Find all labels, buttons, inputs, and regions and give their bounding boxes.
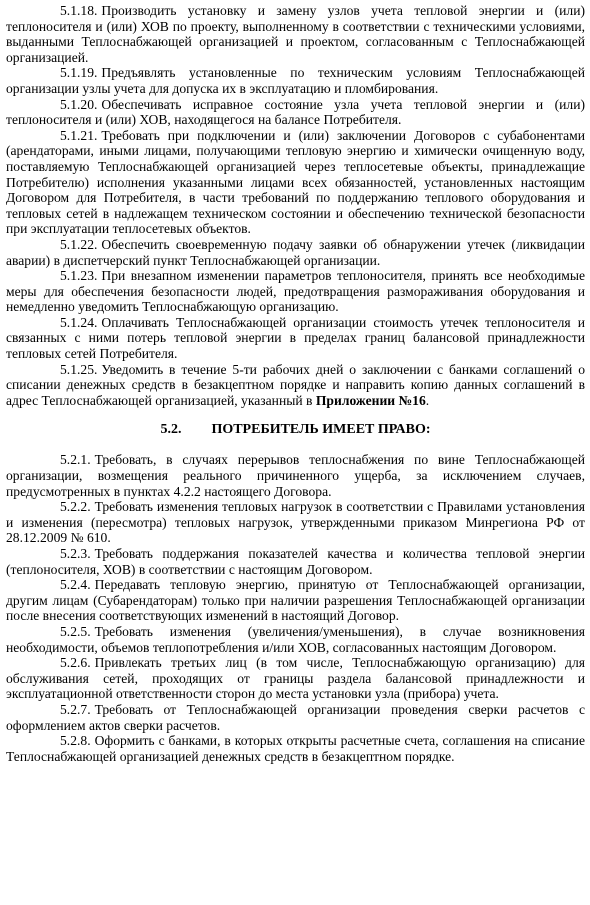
section-title-text: ПОТРЕБИТЕЛЬ ИМЕЕТ ПРАВО:: [211, 422, 431, 438]
clause-text: Привлекать третьих лиц (в том числе, Теплоснабжающую организацию) для обслуживания сетей, проходящих от границы раздела балансовой принадлежности и эксплуатационной ответственности сторон до места установки узла (прибора) учета.: [6, 655, 585, 702]
clause-text: Оформить с банками, в которых открыты расчетные счета, соглашения на списание Теплоснабжающей организацией денежных средств в безакцептном порядке.: [6, 733, 585, 764]
clause-5-2-1: [6, 452, 585, 499]
clause-text: Требовать, в случаях перерывов теплоснабжения по вине Теплоснабжающей организации, возмещения реального причиненного ущерба, за исключением случаев, предусмотренных в пунктах 4.2.2 настоящего Договора.: [6, 452, 585, 499]
section-number: 5.2.: [160, 422, 182, 438]
section-5-1-list: [6, 3, 585, 408]
clause-text: Обеспечить своевременную подачу заявки об обнаружении утечек (ликвидации аварии) в диспетчерский пункт Теплоснабжающей организации.: [6, 236, 585, 268]
clause-number: 5.2.6.: [60, 655, 91, 671]
clause-text: Предъявлять установленные по техническим условиям Теплоснабжающей организации узлы учета для допуска их в эксплуатацию и пломбирования.: [6, 65, 585, 96]
clause-5-1-19: [6, 65, 585, 96]
clause-tail: .: [425, 392, 430, 408]
clause-text: Требовать изменения (увеличения/уменьшения), в случае возникновения необходимости, объемов теплопотребления и/или ХОВ, согласованных настоящим Договором.: [6, 623, 585, 655]
clause-text: Требовать изменения тепловых нагрузок в соответствии с Правилами установления и изменения (пересмотра) тепловых нагрузок, утвержденными приказом Минрегиона РФ от 28.12.2009 № 610.: [6, 499, 585, 546]
clause-number: 5.1.23.: [60, 268, 98, 284]
clause-5-1-24: [6, 315, 585, 362]
clause-number: 5.2.7.: [60, 701, 91, 717]
clause-text: Обеспечивать исправное состояние узла учета тепловой энергии и (или) теплоносителя и (или) ХОВ, находящегося на балансе Потребителя.: [6, 96, 585, 128]
clause-5-1-23: [6, 268, 585, 315]
clause-text: Требовать поддержания показателей качества и количества тепловой энергии (теплоносителя, ХОВ) в соответствии с настоящим Договором.: [6, 546, 585, 577]
clause-number: 5.1.18.: [60, 3, 98, 18]
clause-5-2-3: [6, 546, 585, 577]
clause-number: 5.2.2.: [60, 499, 91, 515]
clause-number: 5.2.1.: [60, 452, 91, 468]
clause-text: Передавать тепловую энергию, принятую от Теплоснабжающей организации, другим лицам (Субарендаторам) только при наличии разрешения Теплоснабжающей организации после внесения соответствующих изменений в настоящий Договор.: [6, 577, 585, 624]
clause-number: 5.1.25.: [60, 361, 98, 377]
section-heading-5-2: [6, 422, 585, 438]
clause-text: Производить установку и замену узлов учета тепловой энергии и (или) теплоносителя и (или) ХОВ по проекту, выполненному в соответствии с техническими условиями, выданными Теплоснабжающей организацией и проектом, согласованным с Теплоснабжающей организацией.: [6, 3, 585, 65]
clause-text: Требовать при подключении и (или) заключении Договоров с субабонентами (арендаторами, иными лицами, получающими тепловую энергию и химически очищенную воду, поставляемую Теплоснабжающей организацией через теплосетевые объекты, принадлежащие Потребителю) исполнения указанными лицами всех обязанностей, установленных настоящим Договором для Потребителя, в части требований по поддержанию теплового оборудования и тепловых сетей в надлежащем техническом состоянии и обеспечению технической безопасности при эксплуатации теплосетевых объектов.: [6, 127, 585, 237]
clause-text: При внезапном изменении параметров теплоносителя, принять все необходимые меры для обеспечения безопасности людей, предотвращения размораживания оборудования и немедленно уведомить Теплоснабжающую организацию.: [6, 268, 585, 315]
clause-number: 5.2.4.: [60, 577, 91, 593]
clause-5-2-4: [6, 577, 585, 624]
clause-number: 5.1.22.: [60, 236, 98, 252]
appendix-reference: Приложении №16: [315, 392, 426, 408]
clause-text: Оплачивать Теплоснабжающей организации стоимость утечек теплоносителя и связанных с ними потерь тепловой энергии в пределах границ балансовой принадлежности тепловых сетей Потребителя.: [6, 314, 585, 362]
section-5-2-list: [6, 452, 585, 764]
clause-5-1-22: [6, 237, 585, 268]
clause-5-2-2: [6, 499, 585, 546]
clause-number: 5.1.20.: [60, 96, 98, 112]
clause-number: 5.1.24.: [60, 314, 98, 330]
clause-text: Требовать от Теплоснабжающей организации проведения сверки расчетов с оформлением актов сверки расчетов.: [6, 701, 585, 733]
clause-number: 5.2.8.: [60, 733, 91, 749]
clause-number: 5.1.19.: [60, 65, 98, 81]
clause-5-1-25: [6, 362, 585, 409]
clause-5-2-5: [6, 624, 585, 655]
clause-5-1-21: [6, 128, 585, 237]
clause-5-2-8: [6, 733, 585, 764]
clause-text: Уведомить в течение 5-ти рабочих дней о заключении с банками соглашений о списании денежных средств в безакцептном порядке и направить копию данных соглашений в адрес Теплоснабжающей организацией, указанный в: [6, 361, 585, 408]
clause-5-1-20: [6, 97, 585, 128]
clause-5-1-18: [6, 3, 585, 65]
clause-number: 5.1.21.: [60, 127, 98, 143]
clause-number: 5.2.3.: [60, 546, 91, 561]
clause-number: 5.2.5.: [60, 623, 91, 639]
clause-5-2-6: [6, 655, 585, 702]
clause-5-2-7: [6, 702, 585, 733]
